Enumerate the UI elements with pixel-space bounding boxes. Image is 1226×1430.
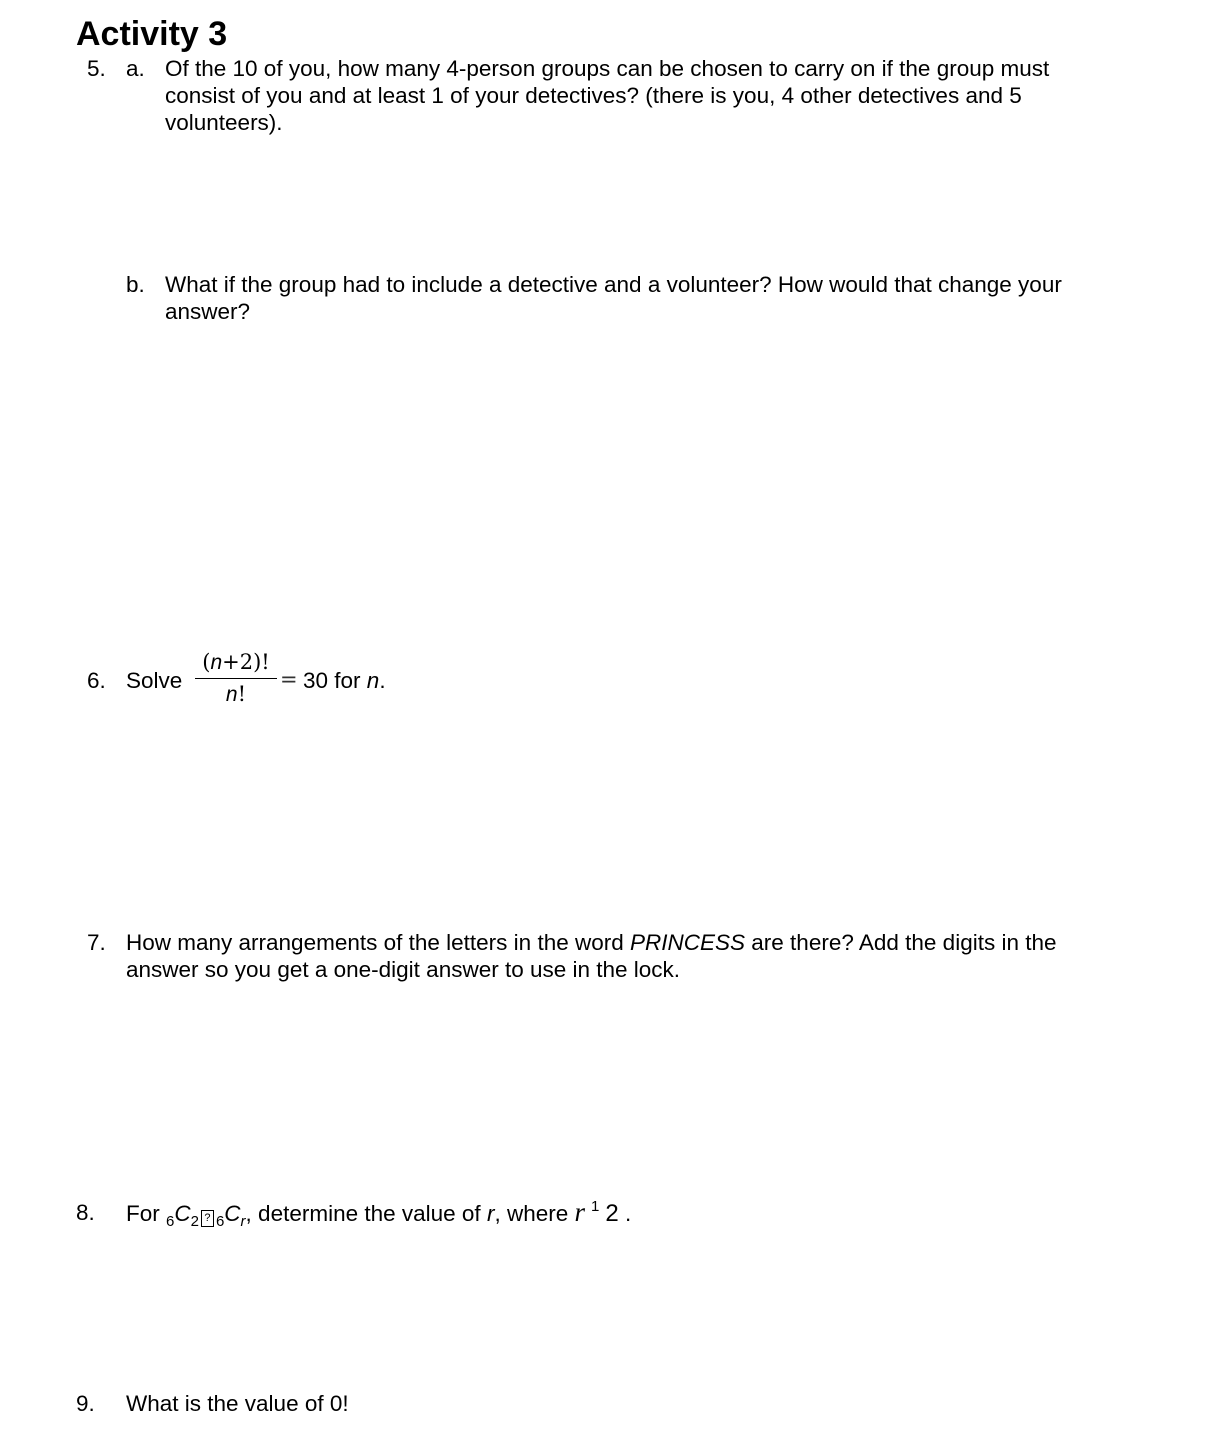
question-6-equals-sign: = [280, 667, 298, 691]
question-5b-letter: b. [126, 272, 145, 297]
question-8-number: 8. [76, 1200, 95, 1225]
question-6-solve-label: Solve [126, 668, 183, 693]
question-5b-text: What if the group had to include a detective and a volunteer? How would that change your answer? [165, 272, 1062, 324]
fraction-numerator: (n+2)! [202, 650, 270, 674]
question-6-rest: 30 for n. [303, 668, 386, 693]
question-5a-text: Of the 10 of you, how many 4-person groups can be chosen to carry on if the group must consist of you and at least 1 of your detectives? (there is you, 4 other detectives and 5 volunteers). [165, 56, 1050, 135]
question-9-text: What is the value of 0! [126, 1391, 349, 1416]
page-title: Activity 3 [76, 15, 228, 53]
question-5-number: 5. [87, 56, 106, 81]
word-princess: PRINCESS [630, 930, 746, 955]
missing-glyph-box: ? [201, 1210, 214, 1227]
question-6-number: 6. [87, 668, 106, 693]
question-7-text: How many arrangements of the letters in the word PRINCESS are there? Add the digits in the answer so you get a one-digit answer to use in the lock. [126, 930, 1057, 982]
question-7-number: 7. [87, 930, 106, 955]
question-8-text: For $_6C_2$ ? $_6C_r$, determine the value of r, where r $^1$ 2 . [126, 1197, 632, 1230]
fraction-bar [195, 678, 277, 679]
question-5a-letter: a. [126, 56, 145, 81]
fraction-denominator: n! [225, 682, 247, 706]
question-6-fraction [195, 648, 277, 708]
question-9-number: 9. [76, 1391, 95, 1416]
